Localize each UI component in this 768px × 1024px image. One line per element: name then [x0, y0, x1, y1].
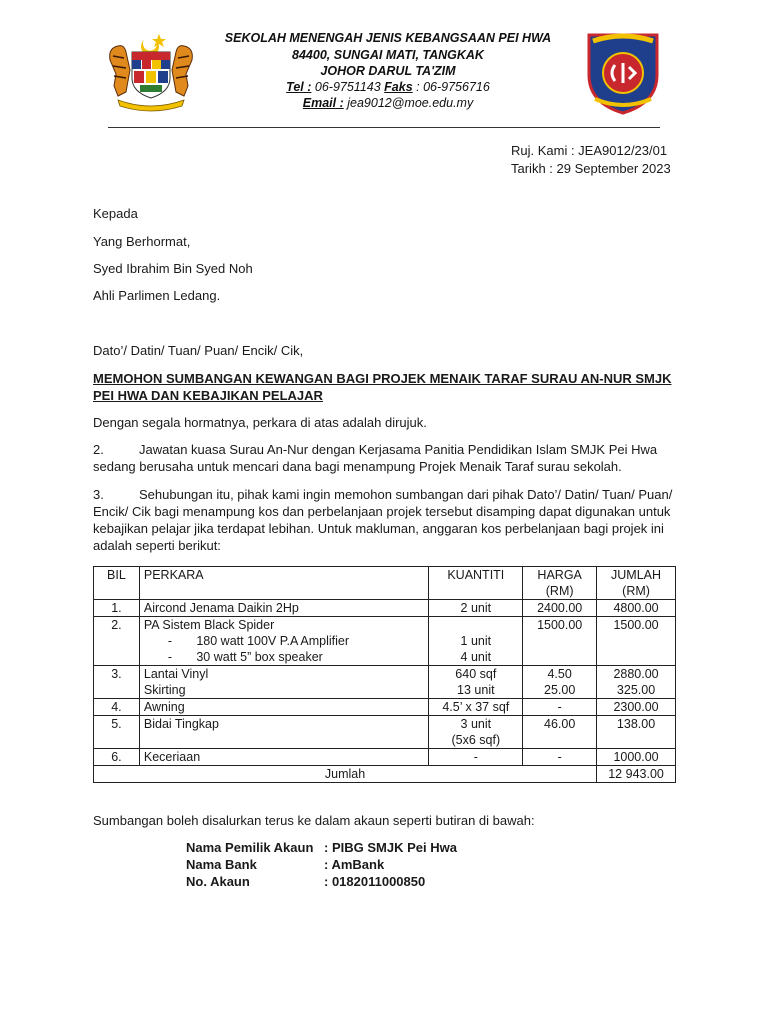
reference-number: Ruj. Kami : JEA9012/23/01 [511, 143, 668, 158]
cell-kuantiti-sub2: 4 unit [460, 650, 492, 664]
cell-kuantiti-line2: 13 unit [457, 683, 495, 697]
cell-bil: 6. [94, 749, 140, 766]
header-harga: HARGA (RM) [523, 567, 597, 600]
letter-date: Tarikh : 29 September 2023 [511, 161, 671, 176]
paragraph-2-text: Jawatan kuasa Surau An-Nur dengan Kerjasama Panitia Pendidikan Islam SMJK Pei Hwa sedang berusaha untuk mencari dana bagi menampung Projek Menaik Taraf surau sekolah. [93, 442, 658, 474]
paragraph-3-number: 3. [93, 487, 104, 502]
national-coat-of-arms-logo [104, 30, 198, 112]
bank-account-label: No. Akaun [186, 874, 250, 889]
bank-account-value: : 0182011000850 [324, 874, 426, 889]
bank-owner-row [186, 839, 457, 856]
cell-jumlah: 2300.00 [597, 699, 676, 716]
cell-bil: 1. [94, 600, 140, 617]
cell-perkara [139, 666, 429, 699]
cell-kuantiti [429, 617, 523, 666]
email-label: Email : [302, 96, 344, 110]
cell-perkara-main: PA Sistem Black Spider [143, 618, 275, 632]
cell-kuantiti: 2 unit [429, 600, 523, 617]
cell-harga: - [523, 699, 597, 716]
cell-bil: 5. [94, 716, 140, 749]
table-total-row [94, 766, 676, 783]
bank-details [186, 839, 457, 890]
paragraph-3 [93, 486, 678, 554]
cell-jumlah: 138.00 [597, 716, 676, 749]
total-label: Jumlah [94, 766, 597, 783]
table-row [94, 716, 676, 749]
header-perkara: PERKARA [139, 567, 429, 600]
cell-perkara: Aircond Jenama Daikin 2Hp [139, 600, 429, 617]
bank-account-row [186, 873, 457, 890]
cell-perkara-line2: Skirting [143, 683, 186, 697]
bank-intro: Sumbangan boleh disalurkan terus ke dalam akaun seperti butiran di bawah: [93, 813, 535, 828]
recipient-kepada: Kepada [93, 206, 138, 221]
cell-bil: 3. [94, 666, 140, 699]
recipient-name: Syed Ibrahim Bin Syed Noh [93, 261, 253, 276]
bank-owner-label: Nama Pemilik Akaun [186, 840, 314, 855]
paragraph-3-text: Sehubungan itu, pihak kami ingin memohon sumbangan dari pihak Dato’/ Datin/ Tuan/ Puan/ Encik/ Cik bagi menampung kos dan perbelanjaan projek tersebut disamping dapat digunakan untuk kebajikan pelajar jika terdapat lebihan. Untuk makluman, anggaran kos perbelanjaan bagi projek ini adalah seperti berikut: [93, 487, 673, 553]
cell-perkara-sub2: - 30 watt 5” box speaker [167, 650, 323, 664]
school-email-line [196, 96, 580, 111]
bank-name-value: : AmBank [324, 857, 385, 872]
cell-jumlah-line1: 2880.00 [613, 667, 659, 681]
cell-jumlah: 1000.00 [597, 749, 676, 766]
cell-bil: 2. [94, 617, 140, 666]
salutation: Dato’/ Datin/ Tuan/ Puan/ Encik/ Cik, [93, 343, 304, 358]
cell-harga-line2: 25.00 [544, 683, 576, 697]
cell-jumlah: 1500.00 [597, 617, 676, 666]
cost-estimate-table [93, 566, 676, 783]
cell-jumlah [597, 666, 676, 699]
total-value: 12 943.00 [597, 766, 676, 783]
cell-perkara-sub1: - 180 watt 100V P.A Amplifier [167, 634, 349, 648]
table-row [94, 699, 676, 716]
cell-kuantiti: - [429, 749, 523, 766]
header-jumlah: JUMLAH (RM) [597, 567, 676, 600]
letterhead-divider [108, 127, 660, 128]
school-crest-logo [583, 29, 663, 115]
tel-label: Tel : [286, 80, 312, 94]
cell-harga: - [523, 749, 597, 766]
recipient-title: Ahli Parlimen Ledang. [93, 288, 221, 303]
table-row [94, 666, 676, 699]
paragraph-2 [93, 441, 678, 475]
bank-owner-value: : PIBG SMJK Pei Hwa [324, 840, 457, 855]
table-header-row [94, 567, 676, 600]
paragraph-2-number: 2. [93, 442, 104, 457]
school-name: SEKOLAH MENENGAH JENIS KEBANGSAAN PEI HWA [224, 31, 552, 45]
table-row [94, 600, 676, 617]
header-bil: BIL [94, 567, 140, 600]
header-kuantiti: KUANTITI [429, 567, 523, 600]
cell-kuantiti-line2: (5x6 sqf) [451, 733, 501, 747]
fax-value: : 06-9756716 [412, 80, 490, 94]
cell-kuantiti-line1: 640 sqf [455, 667, 497, 681]
cell-perkara: Keceriaan [139, 749, 429, 766]
cell-jumlah: 4800.00 [597, 600, 676, 617]
cell-harga: 1500.00 [523, 617, 597, 666]
school-address-line1: 84400, SUNGAI MATI, TANGKAK [292, 48, 484, 62]
cell-perkara-line1: Lantai Vinyl [143, 667, 209, 681]
email-value: jea9012@moe.edu.my [343, 96, 474, 110]
cell-perkara: Bidai Tingkap [139, 716, 429, 749]
cell-harga-line1: 4.50 [547, 667, 572, 681]
cell-perkara [139, 617, 429, 666]
cell-kuantiti [429, 666, 523, 699]
table-row [94, 617, 676, 666]
cell-kuantiti: 4.5’ x 37 sqf [429, 699, 523, 716]
cell-kuantiti-sub1: 1 unit [460, 634, 492, 648]
school-contact-line [196, 80, 580, 95]
tel-value: 06-9751143 [311, 80, 385, 94]
cell-jumlah-line2: 325.00 [616, 683, 656, 697]
cell-harga [523, 666, 597, 699]
cell-harga: 46.00 [523, 716, 597, 749]
bank-name-label: Nama Bank [186, 857, 257, 872]
school-address-line2: JOHOR DARUL TA'ZIM [320, 64, 456, 78]
cell-bil: 4. [94, 699, 140, 716]
table-row [94, 749, 676, 766]
bank-name-row [186, 856, 457, 873]
recipient-honorific: Yang Berhormat, [93, 234, 191, 249]
cell-harga: 2400.00 [523, 600, 597, 617]
letter-subject: MEMOHON SUMBANGAN KEWANGAN BAGI PROJEK MENAIK TARAF SURAU AN-NUR SMJK PEI HWA DAN KEBAJIKAN PELAJAR [93, 371, 672, 403]
cell-kuantiti-line1: 3 unit [460, 717, 492, 731]
cell-kuantiti [429, 716, 523, 749]
paragraph-1: Dengan segala hormatnya, perkara di atas adalah dirujuk. [93, 415, 427, 430]
fax-label: Faks [384, 80, 413, 94]
cell-perkara: Awning [139, 699, 429, 716]
